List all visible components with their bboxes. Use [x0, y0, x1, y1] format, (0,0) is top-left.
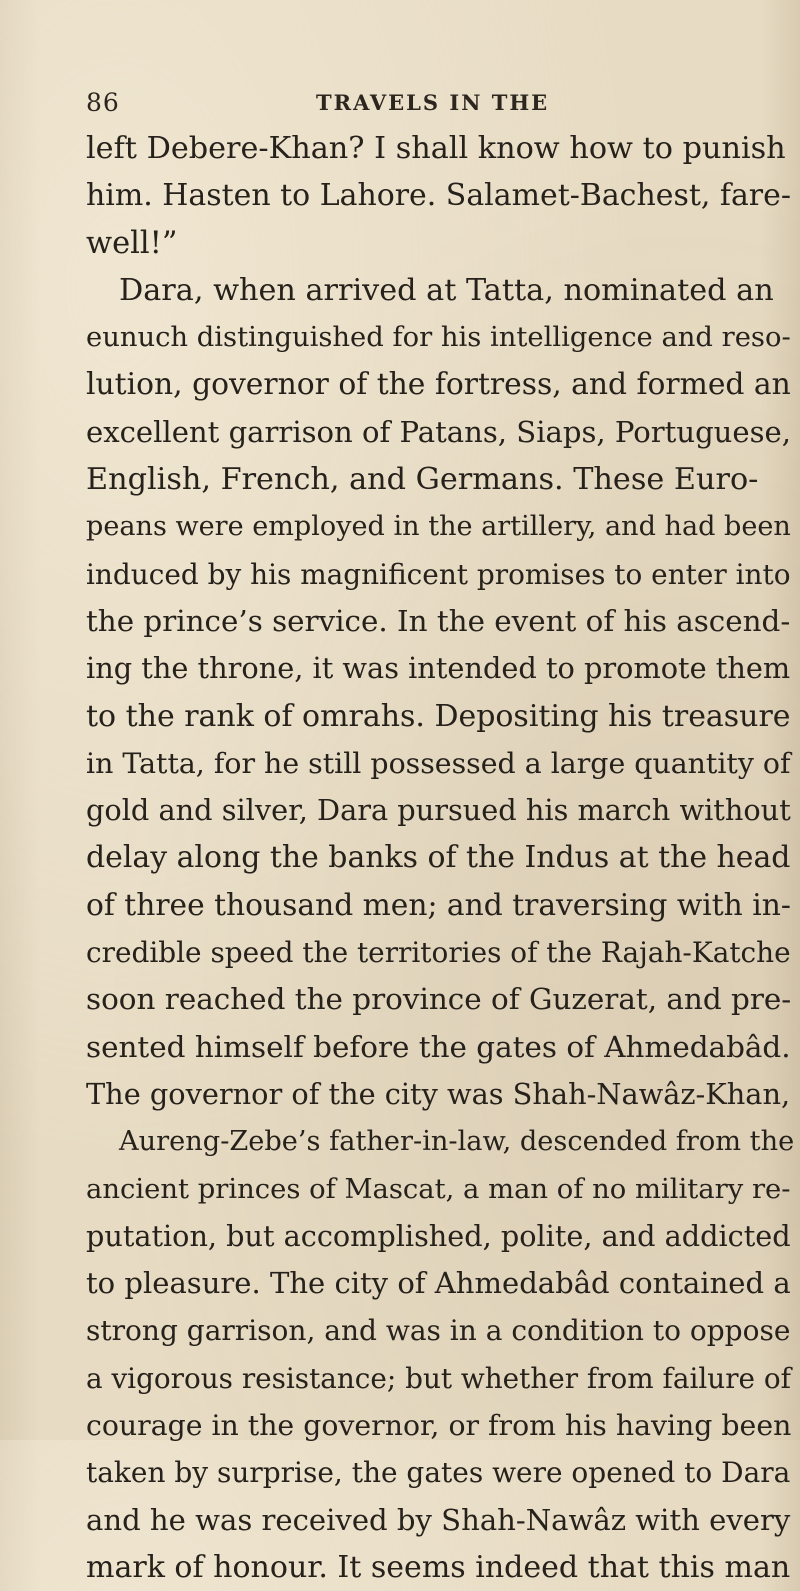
text-line: Dara, when arrived at Tatta, nominated an	[119, 272, 774, 308]
running-head	[86, 88, 726, 118]
text-line: mark of honour. It seems indeed that this man	[86, 1549, 791, 1585]
text-line: peans were employed in the artillery, and had been	[86, 511, 791, 543]
text-line: credible speed the territories of the Rajah-Katche	[86, 936, 791, 970]
text-line: well!”	[86, 225, 178, 261]
text-line: strong garrison, and was in a condition to oppose	[86, 1314, 791, 1348]
text-line: of three thousand men; and traversing with in-	[86, 887, 791, 923]
text-line: The governor of the city was Shah-Nawâz-Khan,	[86, 1076, 791, 1111]
text-line: excellent garrison of Patans, Siaps, Portuguese,	[86, 414, 791, 449]
text-line: taken by surprise, the gates were opened to Dara	[86, 1456, 791, 1490]
text-line: a vigorous resistance; but whether from failure of	[86, 1361, 791, 1395]
text-line: ancient princes of Mascat, a man of no military re-	[86, 1173, 791, 1205]
text-line: and he was received by Shah-Nawâz with every	[86, 1502, 791, 1537]
text-line: Aureng-Zebe’s father-in-law, descended from the	[119, 1126, 795, 1158]
text-line: eunuch distinguished for his intelligence and reso-	[86, 322, 791, 354]
text-line: the prince’s service. In the event of his ascend-	[86, 603, 791, 638]
text-line: to the rank of omrahs. Depositing his treasure	[86, 698, 791, 734]
text-line: to pleasure. The city of Ahmedabâd contained a	[86, 1266, 791, 1301]
running-title: TRAVELS IN THE	[316, 90, 550, 115]
text-line: in Tatta, for he still possessed a large quantity of	[86, 746, 791, 780]
text-line: left Debere-Khan? I shall know how to punish	[86, 131, 786, 166]
text-line: delay along the banks of the Indus at the head	[86, 840, 791, 876]
text-line: him. Hasten to Lahore. Salamet-Bachest, fare-	[86, 178, 791, 214]
text-line: induced by his magnificent promises to enter into	[86, 557, 791, 591]
text-line: ing the throne, it was intended to promote them	[86, 651, 791, 686]
page-number: 86	[86, 88, 120, 117]
text-line: sented himself before the gates of Ahmedabâd.	[86, 1029, 791, 1064]
text-line: gold and silver, Dara pursued his march without	[86, 793, 791, 828]
text-line: lution, governor of the fortress, and formed an	[86, 367, 791, 403]
text-line: courage in the governor, or from his having been	[86, 1409, 792, 1443]
text-line: putation, but accomplished, polite, and addicted	[86, 1218, 791, 1253]
body-text	[86, 125, 796, 1591]
text-line: soon reached the province of Guzerat, and pre-	[86, 982, 792, 1017]
text-line: English, French, and Germans. These Euro-	[86, 462, 759, 498]
